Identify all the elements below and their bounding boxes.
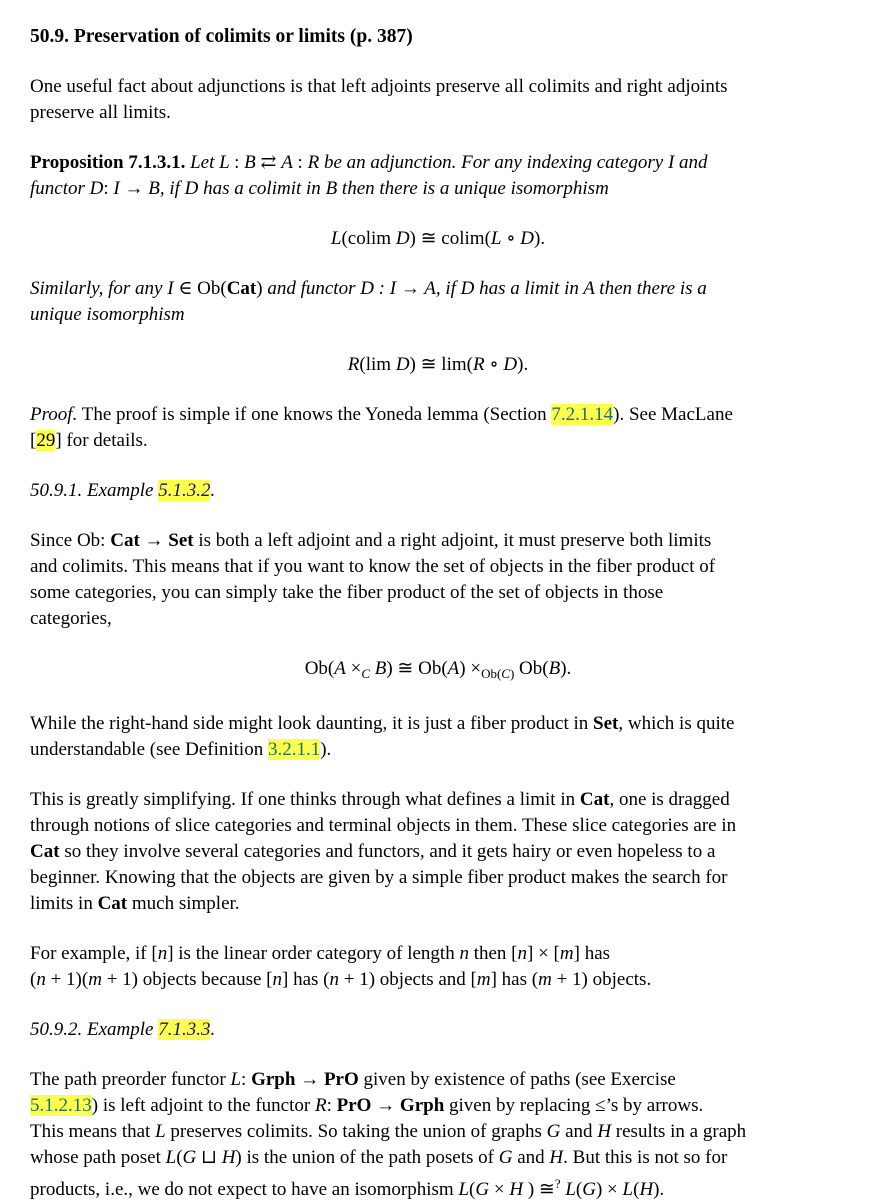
text-run: limits in bbox=[30, 893, 98, 914]
text-run: . bbox=[210, 1019, 216, 1040]
text-run: ] × [ bbox=[527, 943, 560, 964]
text-run: ) bbox=[256, 278, 263, 299]
text-run: L bbox=[565, 1179, 576, 1200]
text-run: + 1) objects because [ bbox=[101, 969, 273, 990]
text-run: × bbox=[345, 658, 362, 679]
text-run: L bbox=[165, 1147, 177, 1168]
text-run: understandable (see Definition bbox=[30, 739, 268, 760]
text-run: H bbox=[597, 1121, 612, 1142]
text-run: While the right-hand side might look daunting, it is just a fiber product in bbox=[30, 713, 594, 734]
text-run: m bbox=[538, 969, 552, 990]
text-run: Proof. bbox=[30, 404, 78, 425]
text-run: 50.9.1. Example bbox=[30, 480, 159, 501]
text-run: ). bbox=[320, 739, 332, 760]
text-run: L bbox=[622, 1179, 634, 1200]
text-run: results in a graph bbox=[611, 1121, 747, 1142]
paragraph bbox=[30, 74, 846, 126]
text-run: G bbox=[182, 1147, 197, 1168]
text-run: n bbox=[459, 943, 469, 964]
text-run: n bbox=[36, 969, 46, 990]
text-run: B bbox=[148, 178, 160, 199]
text-run: unique isomorphism bbox=[30, 304, 185, 325]
text-run: then [ bbox=[468, 943, 518, 964]
reference-link[interactable]: 5.1.2.13 bbox=[30, 1095, 92, 1116]
text-run: PrO bbox=[336, 1095, 372, 1116]
text-run: ) ≅ lim( bbox=[409, 354, 473, 375]
text-run: preserve all limits. bbox=[30, 102, 171, 123]
text-run: D bbox=[520, 228, 535, 249]
text-run: ( bbox=[633, 1179, 640, 1200]
text-run: m bbox=[88, 969, 102, 990]
text-run: ⇄ bbox=[255, 152, 282, 173]
paragraph bbox=[30, 276, 846, 328]
text-run: m bbox=[476, 969, 491, 990]
text-run: some categories, you can simply take the fiber product of the set of objects in those bbox=[30, 582, 664, 603]
text-run: Ob( bbox=[514, 658, 549, 679]
text-run: + 1) objects and [ bbox=[339, 969, 477, 990]
text-run: B bbox=[325, 178, 338, 199]
text-run: ). See MacLane bbox=[613, 404, 733, 425]
text-run: ( bbox=[575, 1179, 583, 1200]
text-run: B bbox=[374, 658, 387, 679]
text-run: Cat bbox=[110, 530, 140, 551]
text-run: Cat bbox=[97, 893, 128, 914]
text-run: ∈ Ob( bbox=[178, 278, 227, 299]
text-run: : bbox=[326, 1095, 337, 1116]
text-run: functor D bbox=[30, 178, 104, 199]
text-run: : bbox=[292, 152, 308, 173]
text-run: n bbox=[329, 969, 339, 990]
text-run: A bbox=[334, 658, 346, 679]
text-run: given by existence of paths (see Exercise bbox=[358, 1069, 676, 1090]
text-run: G bbox=[475, 1179, 490, 1200]
text-run: m bbox=[559, 943, 574, 964]
text-run: , which is quite bbox=[618, 713, 735, 734]
text-run: Grph bbox=[251, 1069, 296, 1090]
text-run: → bbox=[295, 1069, 324, 1090]
text-run: whose path poset bbox=[30, 1147, 166, 1168]
text-run: ) is the union of the path posets of bbox=[235, 1147, 499, 1168]
text-run: n bbox=[157, 943, 168, 964]
text-run: ) is left adjoint to the functor bbox=[91, 1095, 315, 1116]
text-run: ( bbox=[176, 1147, 183, 1168]
text-run: much simpler. bbox=[127, 893, 240, 914]
text-run: : bbox=[234, 152, 245, 173]
text-run: The proof is simple if one knows the Yoneda lemma (Section bbox=[77, 404, 552, 425]
text-run: ) × bbox=[459, 658, 482, 679]
text-run: ] for details. bbox=[55, 430, 148, 451]
text-run: through notions of slice categories and terminal objects in them. These slice categories are in bbox=[30, 815, 737, 836]
text-run: For example, if [ bbox=[30, 943, 158, 964]
text-run: × bbox=[489, 1179, 510, 1200]
paragraph bbox=[30, 941, 846, 993]
text-run: 50.9. Preservation of colimits or limits (p. 387) bbox=[30, 26, 413, 47]
text-run: G bbox=[582, 1179, 596, 1200]
text-run: ] has ( bbox=[490, 969, 539, 990]
paragraph bbox=[30, 711, 846, 763]
text-run: R bbox=[347, 354, 360, 375]
text-run: ). bbox=[517, 354, 529, 375]
paragraph bbox=[30, 528, 846, 632]
text-run: ] is the linear order category of length bbox=[167, 943, 460, 964]
text-run: + 1)( bbox=[45, 969, 89, 990]
equation bbox=[30, 352, 846, 378]
text-run: . But this is not so for bbox=[563, 1147, 728, 1168]
text-run: , one is dragged bbox=[609, 789, 730, 810]
text-run: . bbox=[210, 480, 216, 501]
text-run: ⊔ bbox=[196, 1147, 222, 1168]
text-run: Cat bbox=[30, 841, 60, 862]
text-run: R bbox=[307, 152, 320, 173]
text-run: This is greatly simplifying. If one thinks through what defines a limit in bbox=[30, 789, 580, 810]
text-run: ∘ bbox=[484, 354, 504, 375]
text-run: D bbox=[395, 354, 410, 375]
text-run: → bbox=[371, 1095, 400, 1116]
text-run: Cat bbox=[226, 278, 257, 299]
text-run: H bbox=[639, 1179, 654, 1200]
text-run: (colim bbox=[341, 228, 396, 249]
text-run: → bbox=[139, 530, 169, 551]
paragraph bbox=[30, 150, 846, 202]
paragraph bbox=[30, 1067, 846, 1203]
text-run: G bbox=[546, 1121, 561, 1142]
text-run: H bbox=[509, 1179, 524, 1200]
text-run: D bbox=[503, 354, 518, 375]
section-heading bbox=[30, 24, 846, 50]
text-run: categories, bbox=[30, 608, 112, 629]
text-run: L bbox=[230, 1069, 242, 1090]
paragraph bbox=[30, 787, 846, 917]
text-run: given by replacing ≤’s by arrows. bbox=[444, 1095, 704, 1116]
text-run: Ob( bbox=[481, 666, 502, 681]
text-run: beginner. Knowing that the objects are given by a simple fiber product makes the search for bbox=[30, 867, 728, 888]
text-run: ). bbox=[560, 658, 572, 679]
text-run: R bbox=[472, 354, 485, 375]
text-run: Since Ob: bbox=[30, 530, 111, 551]
text-run: ) ≅ Ob( bbox=[386, 658, 448, 679]
text-run: then there is a unique isomorphism bbox=[337, 178, 609, 199]
text-run: G bbox=[498, 1147, 513, 1168]
reference-link[interactable]: 7.1.3.3 bbox=[158, 1019, 211, 1040]
paragraph bbox=[30, 402, 846, 454]
text-run: ) × bbox=[595, 1179, 623, 1200]
text-run: and bbox=[512, 1147, 550, 1168]
text-run: Cat bbox=[579, 789, 610, 810]
text-run: H bbox=[549, 1147, 564, 1168]
text-run: C bbox=[361, 666, 370, 681]
text-run: The path preorder functor bbox=[30, 1069, 231, 1090]
text-run: and colimits. This means that if you want to know the set of objects in the fiber product of bbox=[30, 556, 716, 577]
text-run: ( bbox=[30, 969, 37, 990]
text-run: One useful fact about adjunctions is that left adjoints preserve all colimits and right adjoints bbox=[30, 76, 728, 97]
text-run: be an adjunction. For any indexing category I and bbox=[319, 152, 708, 173]
text-run: Set bbox=[593, 713, 619, 734]
text-run: D bbox=[395, 228, 410, 249]
text-run: [ bbox=[30, 430, 37, 451]
text-run: ) ≅ bbox=[523, 1179, 555, 1200]
text-run: so they involve several categories and functors, and it gets hairy or even hopeless to a bbox=[59, 841, 716, 862]
text-run: PrO bbox=[323, 1069, 359, 1090]
text-run: ). bbox=[534, 228, 546, 249]
text-run: Similarly, for any I bbox=[30, 278, 179, 299]
text-run: Ob( bbox=[304, 658, 335, 679]
text-run: This means that bbox=[30, 1121, 156, 1142]
text-run: and functor D : I → A, if D has a limit in A then there is a bbox=[262, 278, 707, 299]
text-run: and bbox=[560, 1121, 598, 1142]
text-run: L bbox=[490, 228, 502, 249]
text-run: products, i.e., we do not expect to have an isomorphism bbox=[30, 1179, 459, 1200]
text-run: n bbox=[517, 943, 528, 964]
text-run: L bbox=[330, 228, 342, 249]
text-run: preserves colimits. So taking the union of graphs bbox=[165, 1121, 547, 1142]
example-heading bbox=[30, 1017, 846, 1043]
reference-link[interactable]: 29 bbox=[36, 430, 56, 451]
reference-link[interactable]: 7.2.1.14 bbox=[551, 404, 614, 425]
text-run: , if D has a colimit in bbox=[159, 178, 326, 199]
text-run: C bbox=[501, 666, 510, 681]
document-body bbox=[30, 24, 846, 1203]
text-run: : bbox=[103, 178, 114, 199]
text-run: 50.9.2. Example bbox=[30, 1019, 159, 1040]
text-run: ? bbox=[554, 1176, 561, 1191]
text-run: H bbox=[221, 1147, 236, 1168]
text-run: A bbox=[281, 152, 293, 173]
text-run: ). bbox=[653, 1179, 665, 1200]
equation bbox=[30, 226, 846, 252]
text-run: ) ≅ colim( bbox=[409, 228, 491, 249]
text-run: : bbox=[241, 1069, 252, 1090]
text-run: L bbox=[155, 1121, 166, 1142]
text-run: (lim bbox=[359, 354, 396, 375]
text-run: ∘ bbox=[501, 228, 521, 249]
reference-link[interactable]: 5.1.3.2 bbox=[158, 480, 211, 501]
text-run: I bbox=[113, 178, 120, 199]
text-run: Let L bbox=[190, 152, 235, 173]
text-run: B bbox=[244, 152, 256, 173]
equation bbox=[30, 656, 846, 687]
text-run: ] has ( bbox=[282, 969, 330, 990]
text-run: B bbox=[548, 658, 561, 679]
reference-link[interactable]: 3.2.1.1 bbox=[267, 739, 321, 760]
text-run: is both a left adjoint and a right adjoint, it must preserve both limits bbox=[193, 530, 712, 551]
example-heading bbox=[30, 478, 846, 504]
text-run: A bbox=[447, 658, 460, 679]
text-run: L bbox=[458, 1179, 470, 1200]
text-run: Proposition 7.1.3.1. bbox=[30, 152, 191, 173]
text-run: ) bbox=[509, 666, 515, 681]
text-run: R bbox=[314, 1095, 327, 1116]
text-run: → bbox=[119, 178, 149, 199]
text-run: n bbox=[272, 969, 283, 990]
text-run: Grph bbox=[399, 1095, 445, 1116]
text-run: Set bbox=[168, 530, 194, 551]
text-run: ] has bbox=[573, 943, 611, 964]
text-run: ( bbox=[469, 1179, 476, 1200]
text-run: + 1) objects. bbox=[551, 969, 652, 990]
